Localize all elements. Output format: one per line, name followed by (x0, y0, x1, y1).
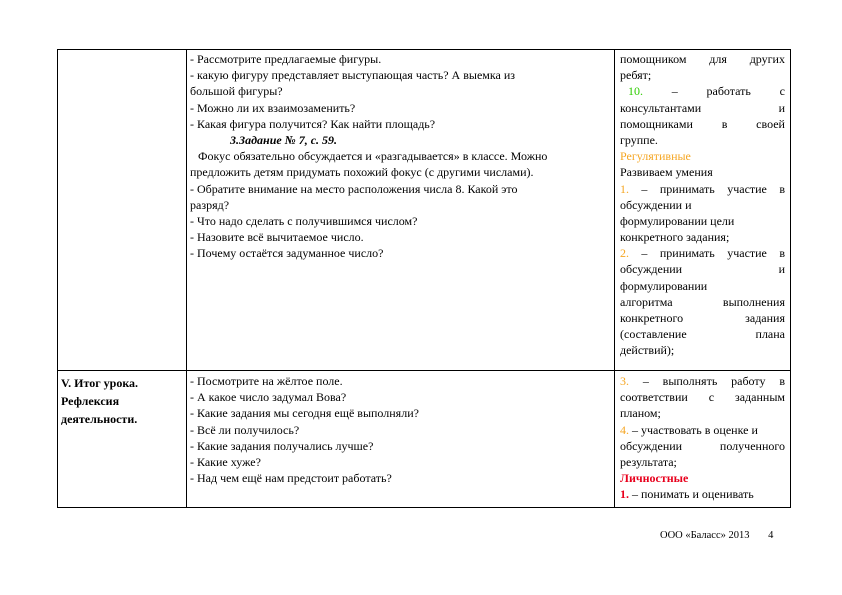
word: принимать (659, 246, 715, 261)
word: – (641, 246, 648, 261)
word: других (749, 52, 785, 66)
word: полученного (719, 438, 785, 453)
task-heading: 3.Задание № 7, с. 59. (230, 132, 338, 147)
word: обсуждении (620, 438, 683, 453)
word: работать (706, 84, 751, 99)
word: с (708, 390, 715, 405)
item-number: 2. (620, 246, 629, 261)
text-line: результата; (620, 454, 677, 469)
table-border-left (57, 49, 58, 508)
text-line (620, 389, 785, 405)
word: с (779, 84, 785, 99)
word: выполнения (722, 294, 785, 309)
text-line: разряд? (190, 197, 230, 212)
word: и (778, 100, 785, 115)
word: для (709, 52, 727, 66)
numbered-item-1 (620, 181, 785, 197)
text-line: - Что надо сделать с получившимся числом? (190, 213, 418, 228)
stage-title: деятельности. (61, 412, 138, 426)
numbered-item-4 (620, 422, 785, 438)
item-number: 4. (620, 422, 629, 437)
word: в (779, 181, 785, 196)
word: – (641, 181, 648, 196)
page-footer (660, 530, 773, 541)
word: конкретного (620, 311, 684, 325)
text-line: - Можно ли их взаимозаменить? (190, 100, 356, 115)
word: обсуждении (620, 262, 683, 277)
text-line: - Какие задания мы сегодня ещё выполняли? (190, 406, 419, 421)
text-line (620, 100, 785, 116)
numbered-item-1-personal (620, 486, 785, 502)
numbered-item-2 (620, 245, 785, 261)
item-number: 10. (628, 84, 643, 99)
text-line: большой фигуры? (190, 84, 283, 99)
word: (составление (620, 327, 687, 342)
word: помощниками (620, 116, 693, 131)
section-heading-personal: Личностные (620, 471, 689, 486)
text-line: Фокус обязательно обсуждается и «разгадывается» в классе. Можно (198, 149, 548, 164)
item-text: – участвовать в оценке и (632, 422, 758, 437)
skills-cell-bottom (620, 373, 785, 503)
word: работу (731, 374, 766, 388)
section-subheading: Развиваем умения (620, 165, 713, 180)
table-border-top (57, 49, 791, 50)
row-divider (57, 370, 791, 371)
word: алгоритма (620, 294, 673, 309)
text-line: - Почему остаётся задуманное число? (190, 246, 384, 261)
word: своей (756, 116, 785, 131)
text-line: - А какое число задумал Вова? (190, 390, 347, 405)
page-number: 4 (768, 530, 774, 541)
numbered-item-3 (620, 373, 785, 389)
word: – (671, 84, 678, 99)
table-border-bottom (57, 507, 791, 508)
text-line (620, 294, 785, 310)
item-number: 1. (620, 181, 629, 196)
text-line: - Какая фигура получится? Как найти площадь? (190, 116, 436, 131)
activity-cell-top (190, 51, 608, 261)
word: плана (755, 327, 785, 342)
word: участие (727, 181, 767, 196)
text-line (620, 261, 785, 277)
text-line: формулировании цели (620, 213, 735, 228)
text-line: действий); (620, 343, 675, 358)
stage-cell (61, 374, 181, 428)
text-line: ребят; (620, 68, 652, 83)
word: в (779, 374, 785, 388)
text-line: формулировании (620, 278, 708, 293)
word: заданным (734, 390, 785, 405)
text-line: группе. (620, 132, 658, 147)
text-line: предложить детям придумать похожий фокус (с другими числами). (190, 165, 534, 180)
word: в (779, 246, 785, 261)
text-line (620, 326, 785, 342)
word: задания (745, 311, 785, 325)
text-line: конкретного задания; (620, 230, 730, 245)
section-heading-regulative: Регулятивные (620, 149, 691, 164)
word: консультантами (620, 100, 702, 115)
text-line: - Над чем ещё нам предстоит работать? (190, 471, 392, 486)
text-line (620, 51, 785, 67)
stage-title: Рефлексия (61, 394, 120, 408)
word: помощником (620, 52, 687, 66)
table-border-right (790, 49, 791, 508)
word: выполнять (662, 374, 718, 388)
item-number: 3. (620, 374, 629, 388)
text-line: планом; (620, 406, 661, 421)
text-line: - Посмотрите на жёлтое поле. (190, 374, 343, 388)
word: принимать (659, 181, 715, 196)
skills-cell-top (620, 51, 785, 359)
text-line (620, 438, 785, 454)
text-line: - Всё ли получилось? (190, 422, 300, 437)
text-line (620, 310, 785, 326)
stage-title: V. Итог урока. (61, 376, 139, 390)
text-line: - Рассмотрите предлагаемые фигуры. (190, 52, 382, 66)
word: – (642, 374, 649, 388)
item-number: 1. (620, 487, 629, 502)
text-line: - Обратите внимание на место расположения числа 8. Какой это (190, 181, 518, 196)
column-divider-2 (614, 49, 615, 508)
word: участие (727, 246, 767, 261)
numbered-item-10 (620, 83, 785, 99)
activity-cell-bottom (190, 373, 608, 486)
text-line: обсуждении и (620, 197, 692, 212)
column-divider-1 (186, 49, 187, 508)
lesson-table (57, 49, 791, 508)
text-line (620, 116, 785, 132)
text-line: - Назовите всё вычитаемое число. (190, 230, 364, 245)
word: и (778, 262, 785, 277)
item-text: – понимать и оценивать (632, 487, 754, 502)
word: в (721, 116, 728, 131)
footer-company: ООО «Баласс» 2013 (660, 530, 750, 541)
text-line: - Какие задания получались лучше? (190, 438, 374, 453)
word: соответствии (620, 390, 688, 405)
text-line: - какую фигуру представляет выступающая часть? А выемка из (190, 68, 516, 83)
text-line: - Какие хуже? (190, 454, 261, 469)
